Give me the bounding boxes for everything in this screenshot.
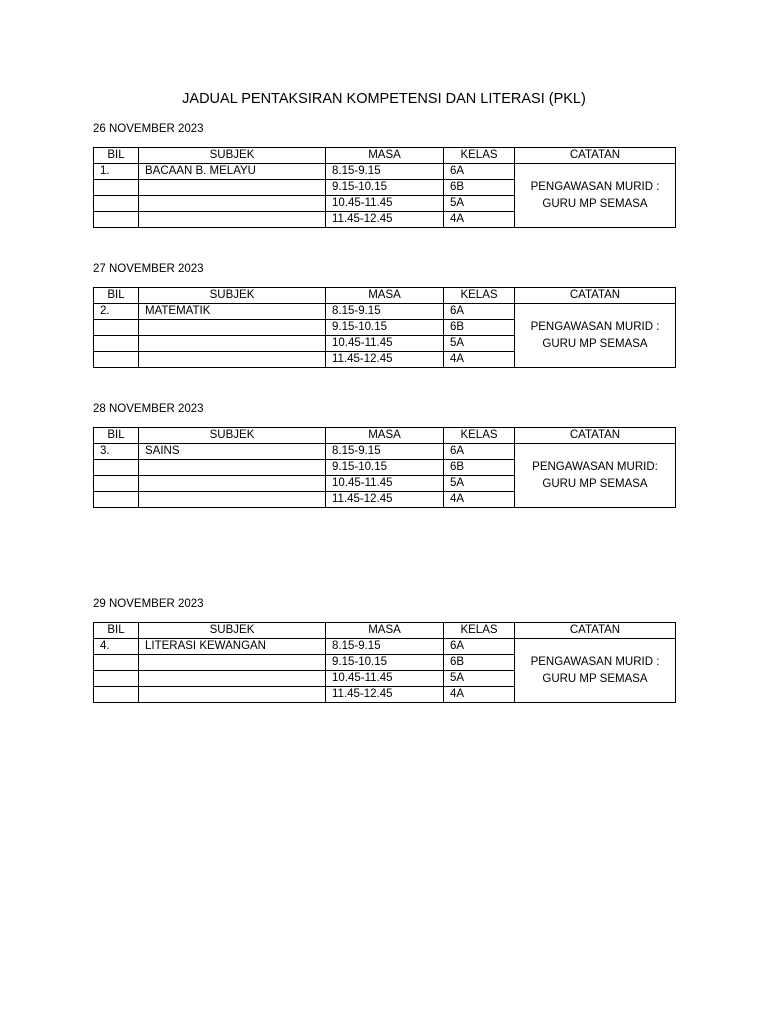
bil-cell xyxy=(94,196,139,212)
subject-cell xyxy=(139,212,326,228)
date-heading: 29 NOVEMBER 2023 xyxy=(93,598,204,610)
header-subjek: SUBJEK xyxy=(139,623,326,639)
bil-cell xyxy=(94,180,139,196)
header-bil: BIL xyxy=(94,148,139,164)
schedule-table xyxy=(93,287,676,368)
date-heading: 26 NOVEMBER 2023 xyxy=(93,123,204,135)
header-masa: MASA xyxy=(326,288,444,304)
page-title: JADUAL PENTAKSIRAN KOMPETENSI DAN LITERASI (PKL) xyxy=(182,91,586,107)
kelas-cell: 4A xyxy=(444,352,515,368)
kelas-cell: 6A xyxy=(444,444,515,460)
masa-cell: 11.45-12.45 xyxy=(326,352,444,368)
subject-cell xyxy=(139,476,326,492)
note-line: GURU MP SEMASA xyxy=(542,477,648,490)
bil-cell xyxy=(94,336,139,352)
table-header-row xyxy=(94,428,676,444)
subject-cell xyxy=(139,687,326,703)
header-masa: MASA xyxy=(326,428,444,444)
table-row xyxy=(94,444,676,460)
header-masa: MASA xyxy=(326,623,444,639)
header-subjek: SUBJEK xyxy=(139,148,326,164)
bil-cell xyxy=(94,671,139,687)
table-row xyxy=(94,164,676,180)
table-header-row xyxy=(94,288,676,304)
bil-cell: 1. xyxy=(94,164,139,180)
masa-cell: 8.15-9.15 xyxy=(326,444,444,460)
header-catatan: CATATAN xyxy=(515,288,676,304)
subject-cell xyxy=(139,336,326,352)
masa-cell: 10.45-11.45 xyxy=(326,196,444,212)
masa-cell: 11.45-12.45 xyxy=(326,212,444,228)
masa-cell: 8.15-9.15 xyxy=(326,164,444,180)
kelas-cell: 6A xyxy=(444,304,515,320)
schedule-table xyxy=(93,147,676,228)
masa-cell: 8.15-9.15 xyxy=(326,639,444,655)
header-catatan: CATATAN xyxy=(515,148,676,164)
note-cell xyxy=(515,639,676,703)
table-header-row xyxy=(94,148,676,164)
subject-cell xyxy=(139,460,326,476)
kelas-cell: 6A xyxy=(444,639,515,655)
masa-cell: 10.45-11.45 xyxy=(326,476,444,492)
subject-cell xyxy=(139,352,326,368)
header-masa: MASA xyxy=(326,148,444,164)
note-line: PENGAWASAN MURID : xyxy=(530,320,660,333)
note-line: PENGAWASAN MURID : xyxy=(530,655,660,668)
schedule-table xyxy=(93,427,676,508)
header-kelas: KELAS xyxy=(444,623,515,639)
bil-cell xyxy=(94,352,139,368)
masa-cell: 9.15-10.15 xyxy=(326,460,444,476)
bil-cell: 2. xyxy=(94,304,139,320)
subject-cell xyxy=(139,180,326,196)
note-line: PENGAWASAN MURID: xyxy=(532,460,658,473)
kelas-cell: 4A xyxy=(444,687,515,703)
bil-cell xyxy=(94,320,139,336)
kelas-cell: 5A xyxy=(444,671,515,687)
date-heading: 27 NOVEMBER 2023 xyxy=(93,263,204,275)
bil-cell xyxy=(94,460,139,476)
bil-cell xyxy=(94,655,139,671)
header-kelas: KELAS xyxy=(444,428,515,444)
note-line: GURU MP SEMASA xyxy=(542,337,648,350)
kelas-cell: 6A xyxy=(444,164,515,180)
header-kelas: KELAS xyxy=(444,288,515,304)
header-subjek: SUBJEK xyxy=(139,428,326,444)
table-row xyxy=(94,639,676,655)
note-line: PENGAWASAN MURID : xyxy=(530,180,660,193)
bil-cell xyxy=(94,687,139,703)
kelas-cell: 6B xyxy=(444,655,515,671)
subject-cell: LITERASI KEWANGAN xyxy=(139,639,326,655)
masa-cell: 10.45-11.45 xyxy=(326,336,444,352)
table-row xyxy=(94,304,676,320)
subject-cell xyxy=(139,196,326,212)
subject-cell: SAINS xyxy=(139,444,326,460)
bil-cell: 3. xyxy=(94,444,139,460)
note-cell xyxy=(515,444,676,508)
kelas-cell: 5A xyxy=(444,196,515,212)
subject-cell xyxy=(139,655,326,671)
kelas-cell: 4A xyxy=(444,212,515,228)
bil-cell xyxy=(94,492,139,508)
subject-cell xyxy=(139,320,326,336)
kelas-cell: 6B xyxy=(444,180,515,196)
header-bil: BIL xyxy=(94,428,139,444)
date-heading: 28 NOVEMBER 2023 xyxy=(93,403,204,415)
kelas-cell: 4A xyxy=(444,492,515,508)
note-cell xyxy=(515,164,676,228)
masa-cell: 9.15-10.15 xyxy=(326,320,444,336)
header-kelas: KELAS xyxy=(444,148,515,164)
subject-cell: MATEMATIK xyxy=(139,304,326,320)
bil-cell xyxy=(94,212,139,228)
subject-cell: BACAAN B. MELAYU xyxy=(139,164,326,180)
table-header-row xyxy=(94,623,676,639)
kelas-cell: 5A xyxy=(444,336,515,352)
masa-cell: 9.15-10.15 xyxy=(326,655,444,671)
header-catatan: CATATAN xyxy=(515,428,676,444)
subject-cell xyxy=(139,671,326,687)
masa-cell: 10.45-11.45 xyxy=(326,671,444,687)
schedule-table xyxy=(93,622,676,703)
subject-cell xyxy=(139,492,326,508)
header-subjek: SUBJEK xyxy=(139,288,326,304)
masa-cell: 11.45-12.45 xyxy=(326,492,444,508)
note-line: GURU MP SEMASA xyxy=(542,672,648,685)
masa-cell: 8.15-9.15 xyxy=(326,304,444,320)
header-catatan: CATATAN xyxy=(515,623,676,639)
kelas-cell: 6B xyxy=(444,460,515,476)
kelas-cell: 5A xyxy=(444,476,515,492)
note-line: GURU MP SEMASA xyxy=(542,197,648,210)
masa-cell: 11.45-12.45 xyxy=(326,687,444,703)
bil-cell xyxy=(94,476,139,492)
bil-cell: 4. xyxy=(94,639,139,655)
kelas-cell: 6B xyxy=(444,320,515,336)
header-bil: BIL xyxy=(94,623,139,639)
masa-cell: 9.15-10.15 xyxy=(326,180,444,196)
note-cell xyxy=(515,304,676,368)
header-bil: BIL xyxy=(94,288,139,304)
